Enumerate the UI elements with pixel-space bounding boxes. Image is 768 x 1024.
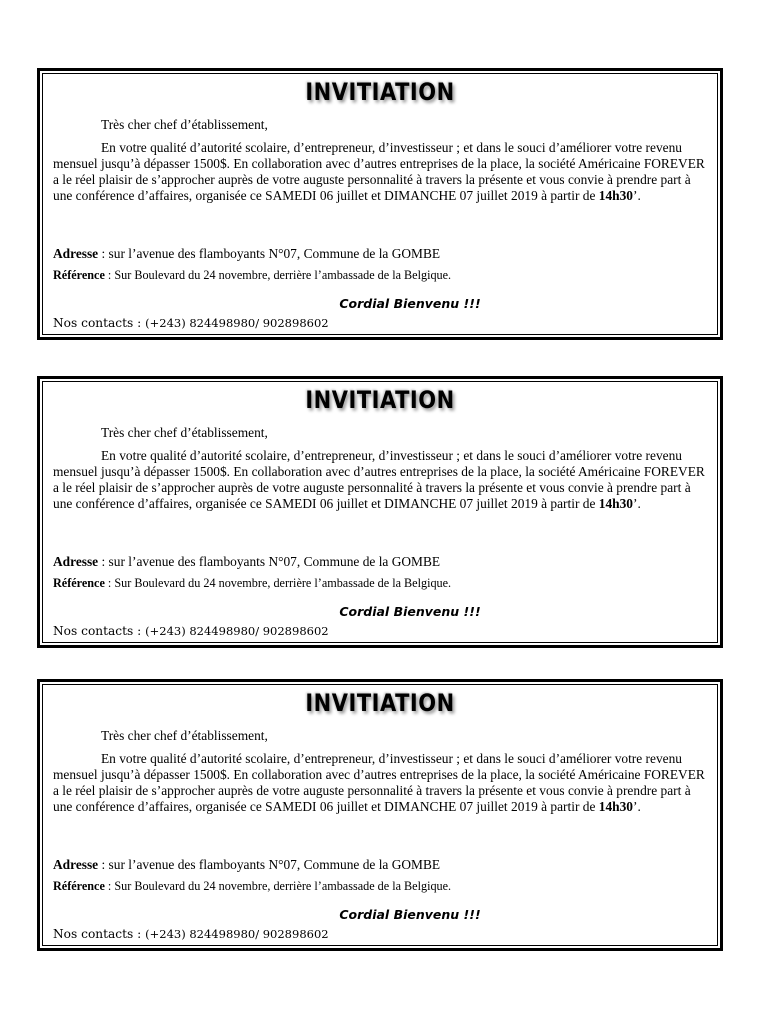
greeting: Très cher chef d’établissement, — [101, 117, 268, 132]
closing-greeting: Cordial Bienvenu !!! — [339, 907, 481, 922]
event-time-suffix: ’. — [632, 799, 641, 814]
contacts-numbers: (+243) 824498980/ 902898602 — [145, 927, 329, 941]
address-label: Adresse — [53, 857, 99, 872]
invitation-card-1 — [37, 68, 723, 340]
event-time: 14h30 — [598, 188, 633, 203]
address-text: : sur l’avenue des flamboyants N°07, Commune de la GOMBE — [98, 246, 441, 261]
invitation-title: INVITIATION — [305, 78, 455, 106]
invitation-body — [53, 751, 705, 815]
contacts-line — [53, 927, 329, 941]
reference-line — [53, 268, 451, 283]
contacts-numbers: (+243) 824498980/ 902898602 — [145, 624, 329, 638]
contacts-line — [53, 624, 329, 638]
invitation-body — [53, 140, 705, 204]
address-line — [53, 554, 440, 570]
reference-text: : Sur Boulevard du 24 novembre, derrière l’ambassade de la Belgique. — [104, 879, 452, 893]
reference-label: Référence — [53, 268, 105, 282]
address-label: Adresse — [53, 246, 99, 261]
event-time-suffix: ’. — [632, 188, 641, 203]
contacts-label: Nos contacts : — [53, 316, 146, 330]
reference-text: : Sur Boulevard du 24 novembre, derrière l’ambassade de la Belgique. — [104, 268, 452, 282]
address-line — [53, 857, 440, 873]
invitation-title: INVITIATION — [305, 689, 455, 717]
contacts-label: Nos contacts : — [53, 927, 146, 941]
invitation-card-2 — [37, 376, 723, 648]
reference-text: : Sur Boulevard du 24 novembre, derrière l’ambassade de la Belgique. — [104, 576, 452, 590]
reference-label: Référence — [53, 879, 105, 893]
address-line — [53, 246, 440, 262]
contacts-label: Nos contacts : — [53, 624, 146, 638]
event-time: 14h30 — [598, 799, 633, 814]
body-main-text: En votre qualité d’autorité scolaire, d’entrepreneur, d’investisseur ; et dans le souci d’améliorer votre revenu mensuel jusqu’à dépasser 1500$. En collaboration avec d’autres entreprises de la place, la société Américaine FOREVER a le réel plaisir de s’approcher auprès de votre auguste personnalité à travers la présente et vous convie à prendre part à une conférence d’affaires, organisée ce SAMEDI 06 juillet et DIMANCHE 07 juillet 2019 à partir de — [53, 751, 705, 814]
reference-label: Référence — [53, 576, 105, 590]
reference-line — [53, 576, 451, 591]
invitation-card-3 — [37, 679, 723, 951]
address-text: : sur l’avenue des flamboyants N°07, Commune de la GOMBE — [98, 857, 441, 872]
invitation-title: INVITIATION — [305, 386, 455, 414]
address-text: : sur l’avenue des flamboyants N°07, Commune de la GOMBE — [98, 554, 441, 569]
greeting: Très cher chef d’établissement, — [101, 728, 268, 743]
event-time-suffix: ’. — [632, 496, 641, 511]
closing-greeting: Cordial Bienvenu !!! — [339, 604, 481, 619]
body-main-text: En votre qualité d’autorité scolaire, d’entrepreneur, d’investisseur ; et dans le souci d’améliorer votre revenu mensuel jusqu’à dépasser 1500$. En collaboration avec d’autres entreprises de la place, la société Américaine FOREVER a le réel plaisir de s’approcher auprès de votre auguste personnalité à travers la présente et vous convie à prendre part à une conférence d’affaires, organisée ce SAMEDI 06 juillet et DIMANCHE 07 juillet 2019 à partir de — [53, 448, 705, 511]
invitation-card-inner — [42, 73, 718, 335]
reference-line — [53, 879, 451, 894]
address-label: Adresse — [53, 554, 99, 569]
contacts-numbers: (+243) 824498980/ 902898602 — [145, 316, 329, 330]
event-time: 14h30 — [598, 496, 633, 511]
body-main-text: En votre qualité d’autorité scolaire, d’entrepreneur, d’investisseur ; et dans le souci d’améliorer votre revenu mensuel jusqu’à dépasser 1500$. En collaboration avec d’autres entreprises de la place, la société Américaine FOREVER a le réel plaisir de s’approcher auprès de votre auguste personnalité à travers la présente et vous convie à prendre part à une conférence d’affaires, organisée ce SAMEDI 06 juillet et DIMANCHE 07 juillet 2019 à partir de — [53, 140, 705, 203]
invitation-body — [53, 448, 705, 512]
greeting: Très cher chef d’établissement, — [101, 425, 268, 440]
invitation-card-inner — [42, 684, 718, 946]
invitation-card-inner — [42, 381, 718, 643]
contacts-line — [53, 316, 329, 330]
closing-greeting: Cordial Bienvenu !!! — [339, 296, 481, 311]
